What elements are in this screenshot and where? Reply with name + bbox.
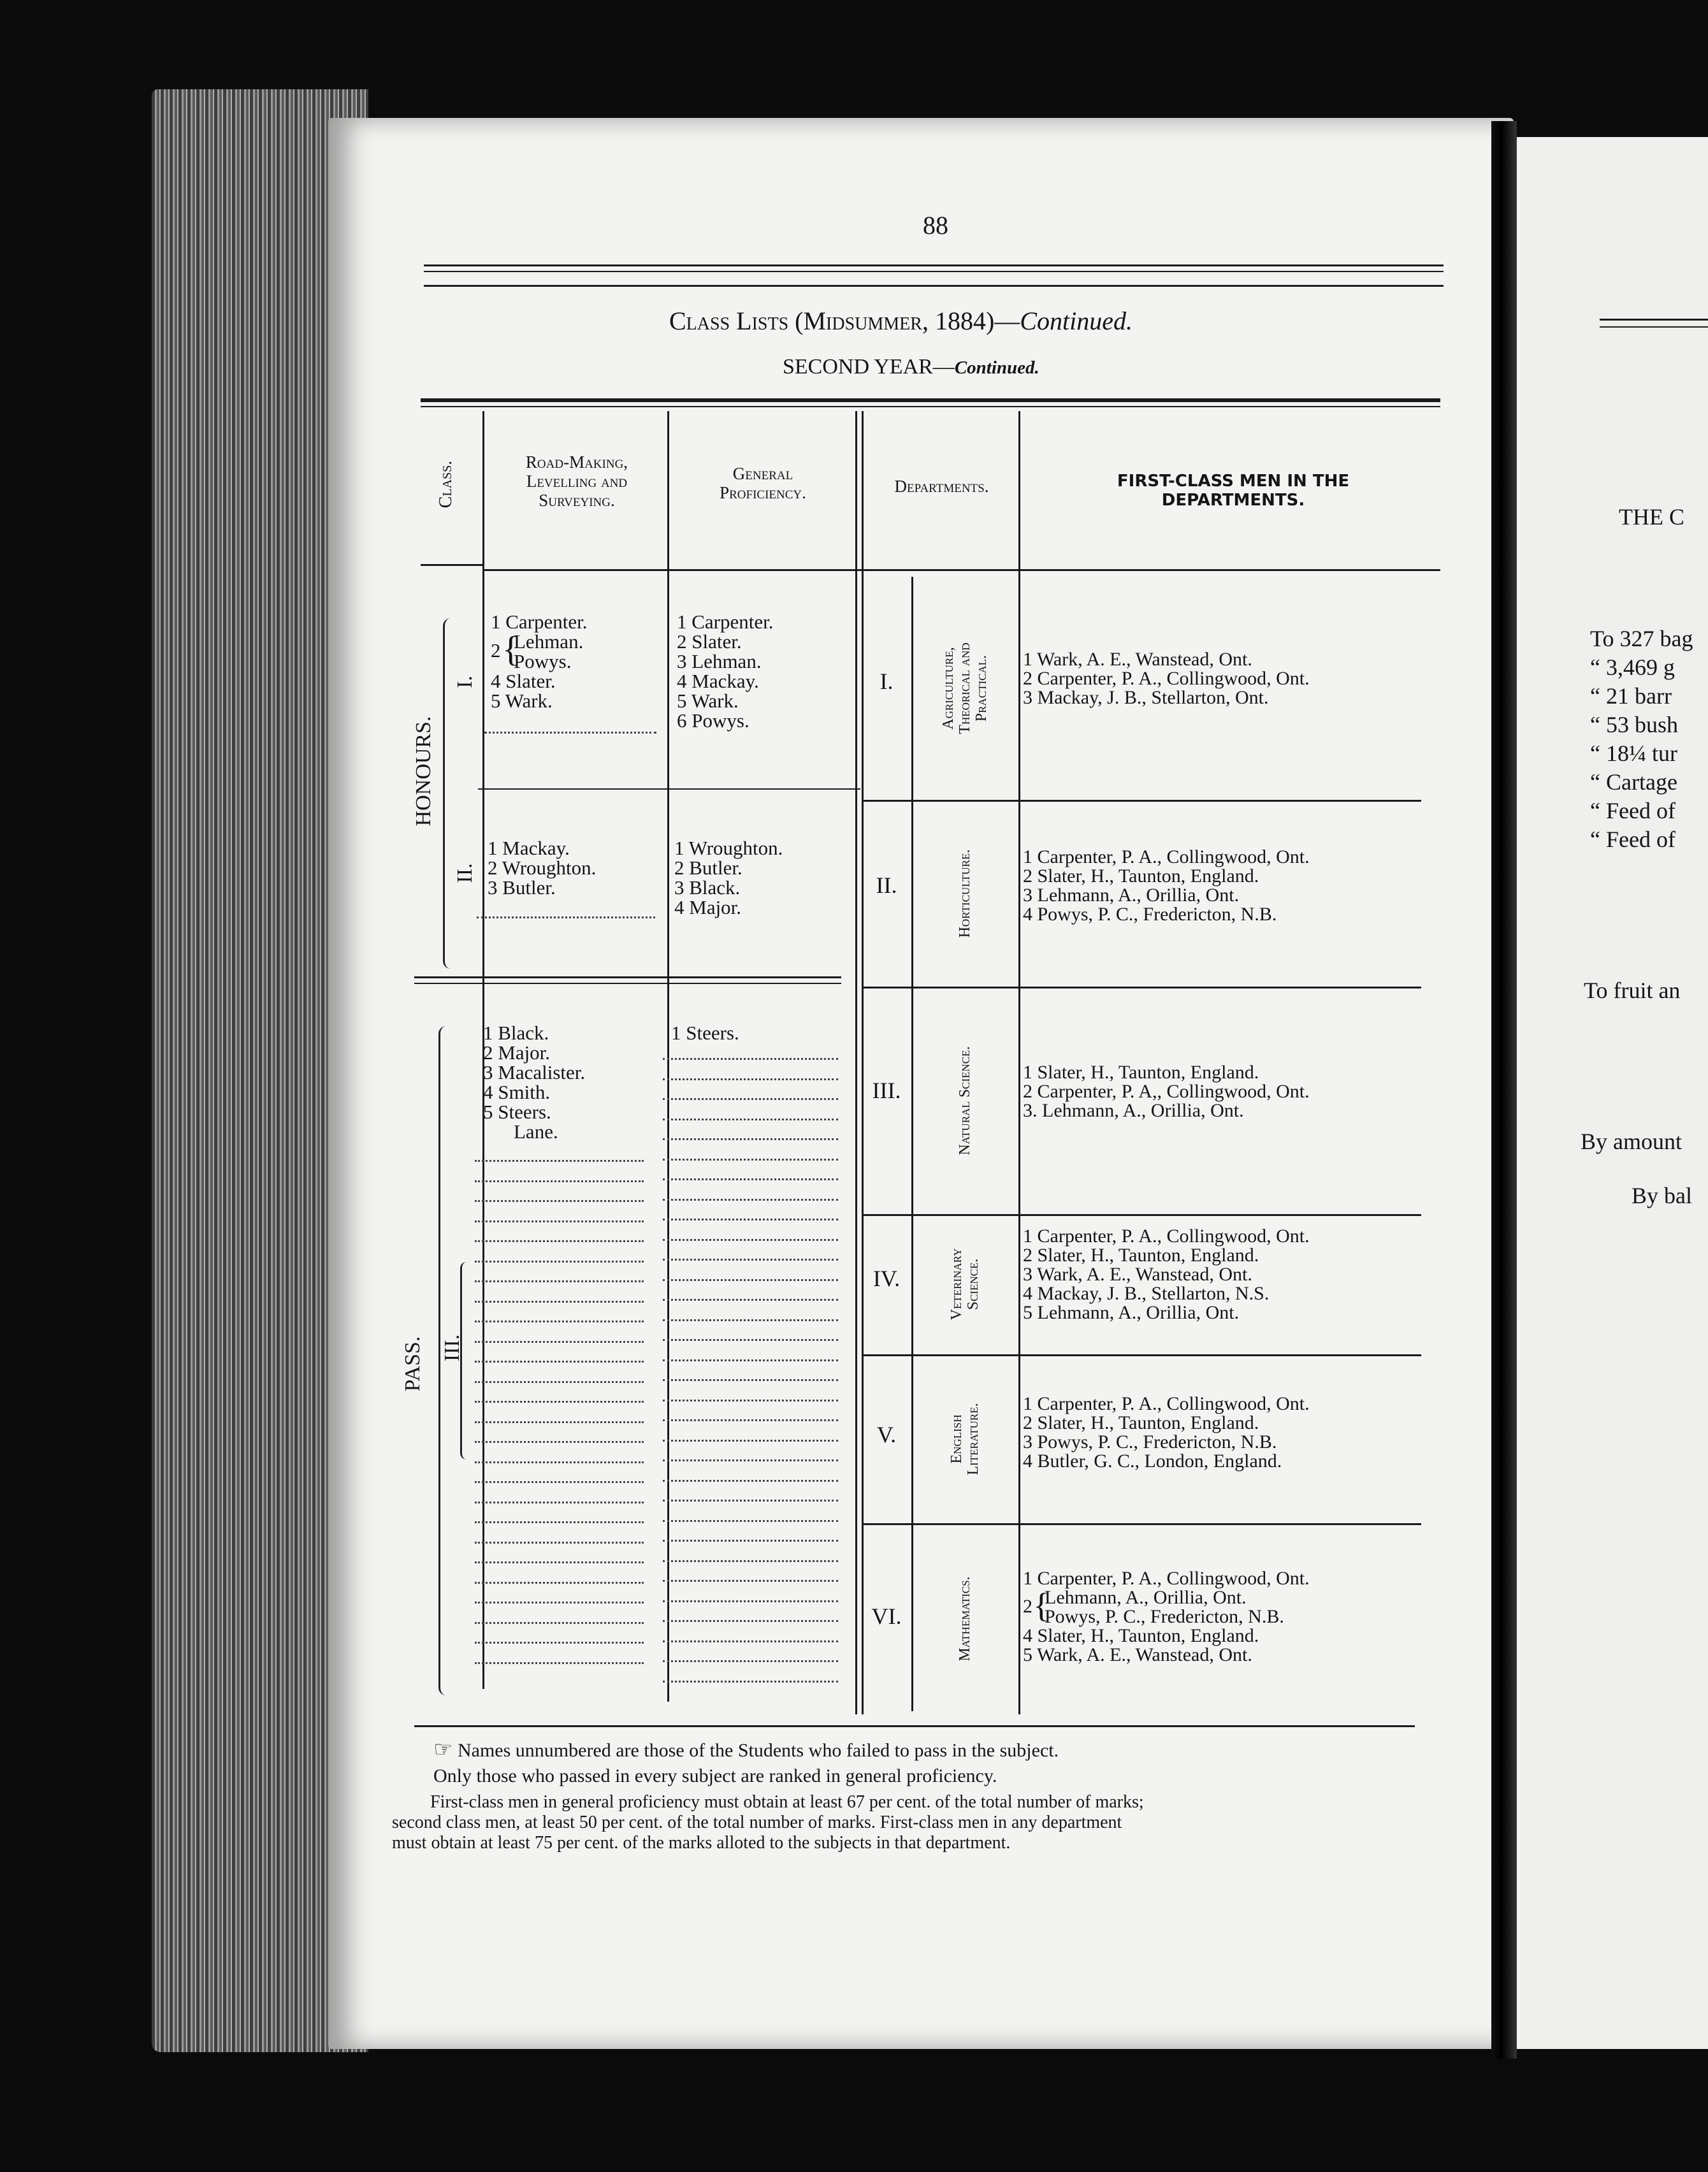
first-class-entry: 3 Lehmann, A., Orillia, Ont. <box>1023 885 1240 906</box>
dotted-leader <box>475 1261 644 1263</box>
first-class-entry: Lehmann, A., Orillia, Ont. <box>1045 1587 1247 1608</box>
general-pass-iii-list <box>671 1023 739 1043</box>
col-line-road <box>667 411 669 1702</box>
dotted-leader <box>663 1560 838 1562</box>
dotted-leader <box>475 1401 644 1403</box>
book-gutter <box>1491 121 1517 2059</box>
dotted-leader <box>475 1521 644 1523</box>
header-rule <box>484 569 1440 571</box>
department-numeral: V. <box>876 1422 897 1447</box>
dotted-leader <box>663 1138 838 1140</box>
title-continued: Continued. <box>1020 307 1133 335</box>
road-hi-brace-num: 2 <box>491 639 501 662</box>
first-class-entry: 1 Carpenter, P. A., Collingwood, Ont. <box>1023 1393 1310 1414</box>
gen-hii-2: 2 Butler. <box>674 857 742 879</box>
dotted-leader <box>663 1419 838 1421</box>
road-hi-5: 5 Wark. <box>491 690 553 712</box>
dotted-leader <box>663 1640 838 1642</box>
col-line-dept-num <box>911 577 913 1711</box>
road-hii-1: 1 Mackay. <box>488 837 570 859</box>
dotted-leader <box>475 1321 644 1322</box>
top-rule-2 <box>424 285 1444 287</box>
general-honours-ii-list <box>674 838 783 917</box>
department-divider <box>864 1523 1421 1525</box>
header-first-class-line1: FIRST-CLASS MEN IN THE <box>1117 472 1350 491</box>
top-rule <box>424 264 1444 266</box>
dotted-leader <box>475 1341 644 1343</box>
gen-hi-5: 5 Wark. <box>677 690 739 712</box>
dotted-leader <box>663 1660 838 1662</box>
dotted-leader <box>663 1178 838 1180</box>
road-p-5: 5 Steers. <box>483 1101 551 1123</box>
dotted-leader <box>663 1199 838 1201</box>
dotted-leader <box>663 1339 838 1341</box>
department-numeral: II. <box>876 872 897 898</box>
first-class-entry: 3 Wark, A. E., Wanstead, Ont. <box>1023 1264 1252 1285</box>
road-hii-3: 3 Butler. <box>488 876 556 899</box>
road-hi-brace-group <box>491 632 588 671</box>
honours-divider <box>478 788 860 790</box>
first-class-entry: 2 Slater, H., Taunton, England. <box>1023 1412 1259 1433</box>
rp-rule <box>1600 319 1708 321</box>
gen-hi-4: 4 Mackay. <box>677 670 759 692</box>
first-class-entry: 1 Slater, H., Taunton, England. <box>1023 1062 1259 1083</box>
pass-divider <box>414 976 841 978</box>
department-name-line: Practical. <box>973 655 990 722</box>
department-name-line: Mathematics. <box>957 1576 973 1662</box>
first-class-entry: 2 Slater, H., Taunton, England. <box>1023 865 1259 887</box>
header-general-line1: General <box>732 464 793 483</box>
first-class-entry: 4 Butler, G. C., London, England. <box>1023 1451 1282 1472</box>
department-name-line: Agriculture, <box>940 647 957 730</box>
first-class-entry: 2 Carpenter, P. A,, Collingwood, Ont. <box>1023 1081 1310 1102</box>
road-hii-dots <box>477 916 655 918</box>
dotted-leader <box>475 1642 644 1644</box>
pass-iii-brace <box>460 1262 468 1459</box>
subtitle-continued: Continued. <box>954 358 1039 378</box>
note-rule-2: second class men, at least 50 per cent. of the total number of marks. First-class men in any department <box>392 1813 1122 1832</box>
department-name-line: Science. <box>965 1258 981 1310</box>
rp-line-7: “ Feed of <box>1590 798 1675 823</box>
first-class-entry: 4 Powys, P. C., Fredericton, N.B. <box>1023 904 1277 925</box>
title-main: Class Lists (Midsummer, 1884)— <box>669 307 1020 335</box>
road-hi-4: 4 Slater. <box>491 670 556 692</box>
rp-line-3: “ 21 barr <box>1590 683 1672 709</box>
gen-hii-3: 3 Black. <box>674 876 741 899</box>
table-top-rule <box>421 398 1440 402</box>
label-honours-ii: II. <box>453 863 477 883</box>
dotted-leader <box>475 1502 644 1503</box>
department-name <box>957 1576 973 1661</box>
dotted-leader <box>475 1421 644 1423</box>
pointing-hand-icon: ☞ <box>433 1738 453 1762</box>
department-name <box>948 1249 981 1321</box>
department-name-line: Literature. <box>965 1402 981 1475</box>
first-class-list <box>1023 1227 1310 1322</box>
label-pass: PASS. <box>401 1336 424 1392</box>
header-first-class-line2: DEPARTMENTS. <box>1161 491 1305 510</box>
rp-line-1: To 327 bag <box>1590 626 1693 651</box>
department-name <box>957 849 973 938</box>
dotted-leader <box>663 1078 838 1080</box>
road-honours-i-list <box>491 612 588 711</box>
note-rule-1: First-class men in general proficiency must obtain at least 67 per cent. of the total number of marks; <box>430 1792 1144 1812</box>
dotted-leader <box>475 1361 644 1363</box>
dotted-leader <box>663 1681 838 1683</box>
label-honours: HONOURS. <box>412 716 435 827</box>
note-unnumbered-line <box>433 1737 1059 1762</box>
rp-balance: By bal <box>1632 1183 1692 1208</box>
page-subtitle <box>783 355 1039 379</box>
dotted-leader <box>475 1622 644 1624</box>
dotted-leader <box>663 1440 838 1442</box>
rp-line-8: “ Feed of <box>1590 827 1675 852</box>
dotted-leader <box>475 1542 644 1544</box>
dotted-leader <box>475 1381 644 1383</box>
col-line-general <box>855 411 857 1714</box>
gen-hi-1: 1 Carpenter. <box>677 611 774 633</box>
rp-line-6: “ Cartage <box>1590 769 1677 795</box>
right-page <box>1507 137 1708 2049</box>
header-road-line3: Surveying. <box>539 491 615 510</box>
dotted-leader <box>663 1159 838 1161</box>
road-p-1: 1 Black. <box>483 1022 549 1044</box>
dotted-leader <box>663 1119 838 1120</box>
gen-hi-3: 3 Lehman. <box>677 650 762 672</box>
dotted-leader <box>475 1160 644 1162</box>
dotted-leader <box>475 1240 644 1242</box>
first-class-brace-num: 2 <box>1023 1596 1032 1617</box>
dotted-leader <box>663 1520 838 1522</box>
dotted-leader <box>475 1441 644 1443</box>
dotted-leader <box>663 1540 838 1542</box>
road-hi-2a: Lehman. <box>514 630 584 653</box>
page-title <box>669 306 1133 336</box>
dotted-leader <box>663 1058 838 1060</box>
department-divider <box>864 987 1421 988</box>
first-class-entry: 1 Carpenter, P. A., Collingwood, Ont. <box>1023 1568 1310 1589</box>
dotted-leader <box>475 1662 644 1664</box>
dotted-leader <box>663 1219 838 1220</box>
rp-fruit: To fruit an <box>1584 978 1681 1003</box>
dotted-leader <box>663 1239 838 1241</box>
first-class-entry: 4 Slater, H., Taunton, England. <box>1023 1625 1259 1646</box>
header-road-making <box>491 452 663 510</box>
header-departments: Departments. <box>894 477 989 496</box>
dotted-leader <box>663 1299 838 1301</box>
department-name-line: Natural Science. <box>957 1045 973 1155</box>
rp-line-5: “ 18¼ tur <box>1590 741 1677 766</box>
header-first-class <box>1026 472 1440 510</box>
dotted-leader <box>663 1580 838 1582</box>
dotted-leader <box>663 1359 838 1361</box>
road-p-3: 3 Macalister. <box>483 1061 586 1083</box>
table-top-rule-thin <box>421 406 1440 407</box>
page-number: 88 <box>923 211 948 240</box>
dotted-leader <box>663 1098 838 1100</box>
dotted-leader <box>475 1200 644 1202</box>
rp-amount: By amount <box>1581 1129 1682 1154</box>
table-bottom-rule <box>414 1725 1415 1727</box>
rp-line-2: “ 3,469 g <box>1590 655 1675 680</box>
first-class-list <box>1023 848 1310 924</box>
department-numeral: I. <box>879 669 894 694</box>
dotted-leader <box>663 1259 838 1261</box>
first-class-entry: 5 Lehmann, A., Orillia, Ont. <box>1023 1302 1240 1323</box>
department-divider <box>864 800 1421 802</box>
first-class-entry: Powys, P. C., Fredericton, N.B. <box>1045 1606 1284 1627</box>
rp-rule-thin <box>1600 326 1708 328</box>
subtitle-main: SECOND YEAR— <box>783 355 955 379</box>
top-rule-thin <box>424 271 1444 272</box>
road-hi-1: 1 Carpenter. <box>491 611 588 633</box>
dotted-leader <box>475 1481 644 1483</box>
note-unnumbered: Names unnumbered are those of the Students who failed to pass in the subject. <box>457 1740 1059 1761</box>
department-name <box>957 1046 973 1155</box>
first-class-entry: 3 Mackay, J. B., Stellarton, Ont. <box>1023 687 1269 708</box>
road-p-6: Lane. <box>514 1120 558 1143</box>
gen-hi-2: 2 Slater. <box>677 630 742 653</box>
header-class: Class. <box>436 460 456 509</box>
first-class-entry: 3. Lehmann, A., Orillia, Ont. <box>1023 1100 1244 1121</box>
department-name-line: Horticulture. <box>957 849 973 938</box>
department-name <box>948 1403 981 1475</box>
dotted-leader <box>475 1582 644 1584</box>
first-class-brace-group <box>1023 1588 1310 1626</box>
gen-hi-6: 6 Powys. <box>677 709 749 732</box>
label-pass-iii: III. <box>440 1334 464 1362</box>
road-hi-brace: { <box>502 630 519 669</box>
rp-heading: THE C <box>1619 504 1684 530</box>
department-name <box>940 642 990 734</box>
department-divider <box>864 1214 1421 1216</box>
dotted-leader <box>663 1400 838 1401</box>
dotted-leader <box>663 1600 838 1602</box>
dotted-leader <box>475 1561 644 1563</box>
first-class-list <box>1023 1063 1310 1120</box>
department-name-line: Theorical and <box>957 642 973 734</box>
honours-brace <box>443 618 452 969</box>
road-hii-2: 2 Wroughton. <box>488 857 597 879</box>
first-class-list <box>1023 650 1310 707</box>
dotted-leader <box>475 1602 644 1604</box>
first-class-list <box>1023 1569 1310 1665</box>
note-rule-3: must obtain at least 75 per cent. of the marks alloted to the subjects in that department. <box>392 1833 1011 1853</box>
header-general-proficiency <box>677 464 849 502</box>
department-name-line: English <box>948 1414 965 1463</box>
road-p-2: 2 Major. <box>483 1041 551 1064</box>
first-class-entry: 1 Carpenter, P. A., Collingwood, Ont. <box>1023 1226 1310 1247</box>
first-class-entry: 2 Slater, H., Taunton, England. <box>1023 1245 1259 1266</box>
rp-list <box>1590 625 1693 854</box>
dotted-leader <box>475 1220 644 1222</box>
road-hi-2b: Powys. <box>514 650 572 672</box>
road-hi-dots <box>484 732 656 734</box>
general-honours-i-list <box>677 612 774 730</box>
first-class-entry: 3 Powys, P. C., Fredericton, N.B. <box>1023 1431 1277 1452</box>
first-class-entry: 4 Mackay, J. B., Stellarton, N.S. <box>1023 1283 1270 1304</box>
first-class-entry: 1 Carpenter, P. A., Collingwood, Ont. <box>1023 846 1310 867</box>
header-road-line2: Levelling and <box>526 472 628 491</box>
road-honours-ii-list <box>488 838 596 897</box>
gen-hii-1: 1 Wroughton. <box>674 837 783 859</box>
gen-p-1: 1 Steers. <box>671 1022 739 1044</box>
dotted-leader <box>475 1180 644 1182</box>
dotted-leader <box>663 1620 838 1622</box>
first-class-brace: { <box>1033 1586 1050 1625</box>
department-numeral: IV. <box>872 1266 901 1291</box>
label-honours-i: I. <box>453 676 477 688</box>
road-pass-iii-list <box>483 1023 585 1141</box>
first-class-entry: 1 Wark, A. E., Wanstead, Ont. <box>1023 649 1252 670</box>
note-ranked: Only those who passed in every subject are ranked in general proficiency. <box>433 1765 997 1786</box>
road-p-4: 4 Smith. <box>483 1081 551 1103</box>
gen-hii-4: 4 Major. <box>674 896 742 918</box>
first-class-list <box>1023 1394 1310 1471</box>
first-class-entry: 2 Carpenter, P. A., Collingwood, Ont. <box>1023 668 1310 689</box>
dotted-leader <box>663 1319 838 1321</box>
dotted-leader <box>663 1459 838 1461</box>
department-divider <box>864 1354 1421 1356</box>
header-road-line1: Road-Making, <box>525 452 628 472</box>
pass-divider-thin <box>414 983 841 984</box>
dotted-leader <box>475 1461 644 1463</box>
pass-brace <box>438 1026 448 1695</box>
header-rule-class <box>421 564 484 566</box>
department-numeral: VI. <box>871 1604 902 1629</box>
dotted-leader <box>663 1480 838 1482</box>
header-general-line2: Proficiency. <box>720 483 806 502</box>
rp-line-4: “ 53 bush <box>1590 712 1678 737</box>
department-numeral: III. <box>872 1078 901 1103</box>
col-line-general-2 <box>862 411 864 1714</box>
dotted-leader <box>475 1280 644 1282</box>
col-line-dept <box>1018 411 1020 1714</box>
first-class-entry: 5 Wark, A. E., Wanstead, Ont. <box>1023 1644 1252 1665</box>
dotted-leader <box>663 1279 838 1281</box>
department-name-line: Veterinary <box>948 1248 965 1321</box>
dotted-leader <box>475 1301 644 1303</box>
dotted-leader <box>663 1379 838 1381</box>
dotted-leader <box>663 1500 838 1502</box>
